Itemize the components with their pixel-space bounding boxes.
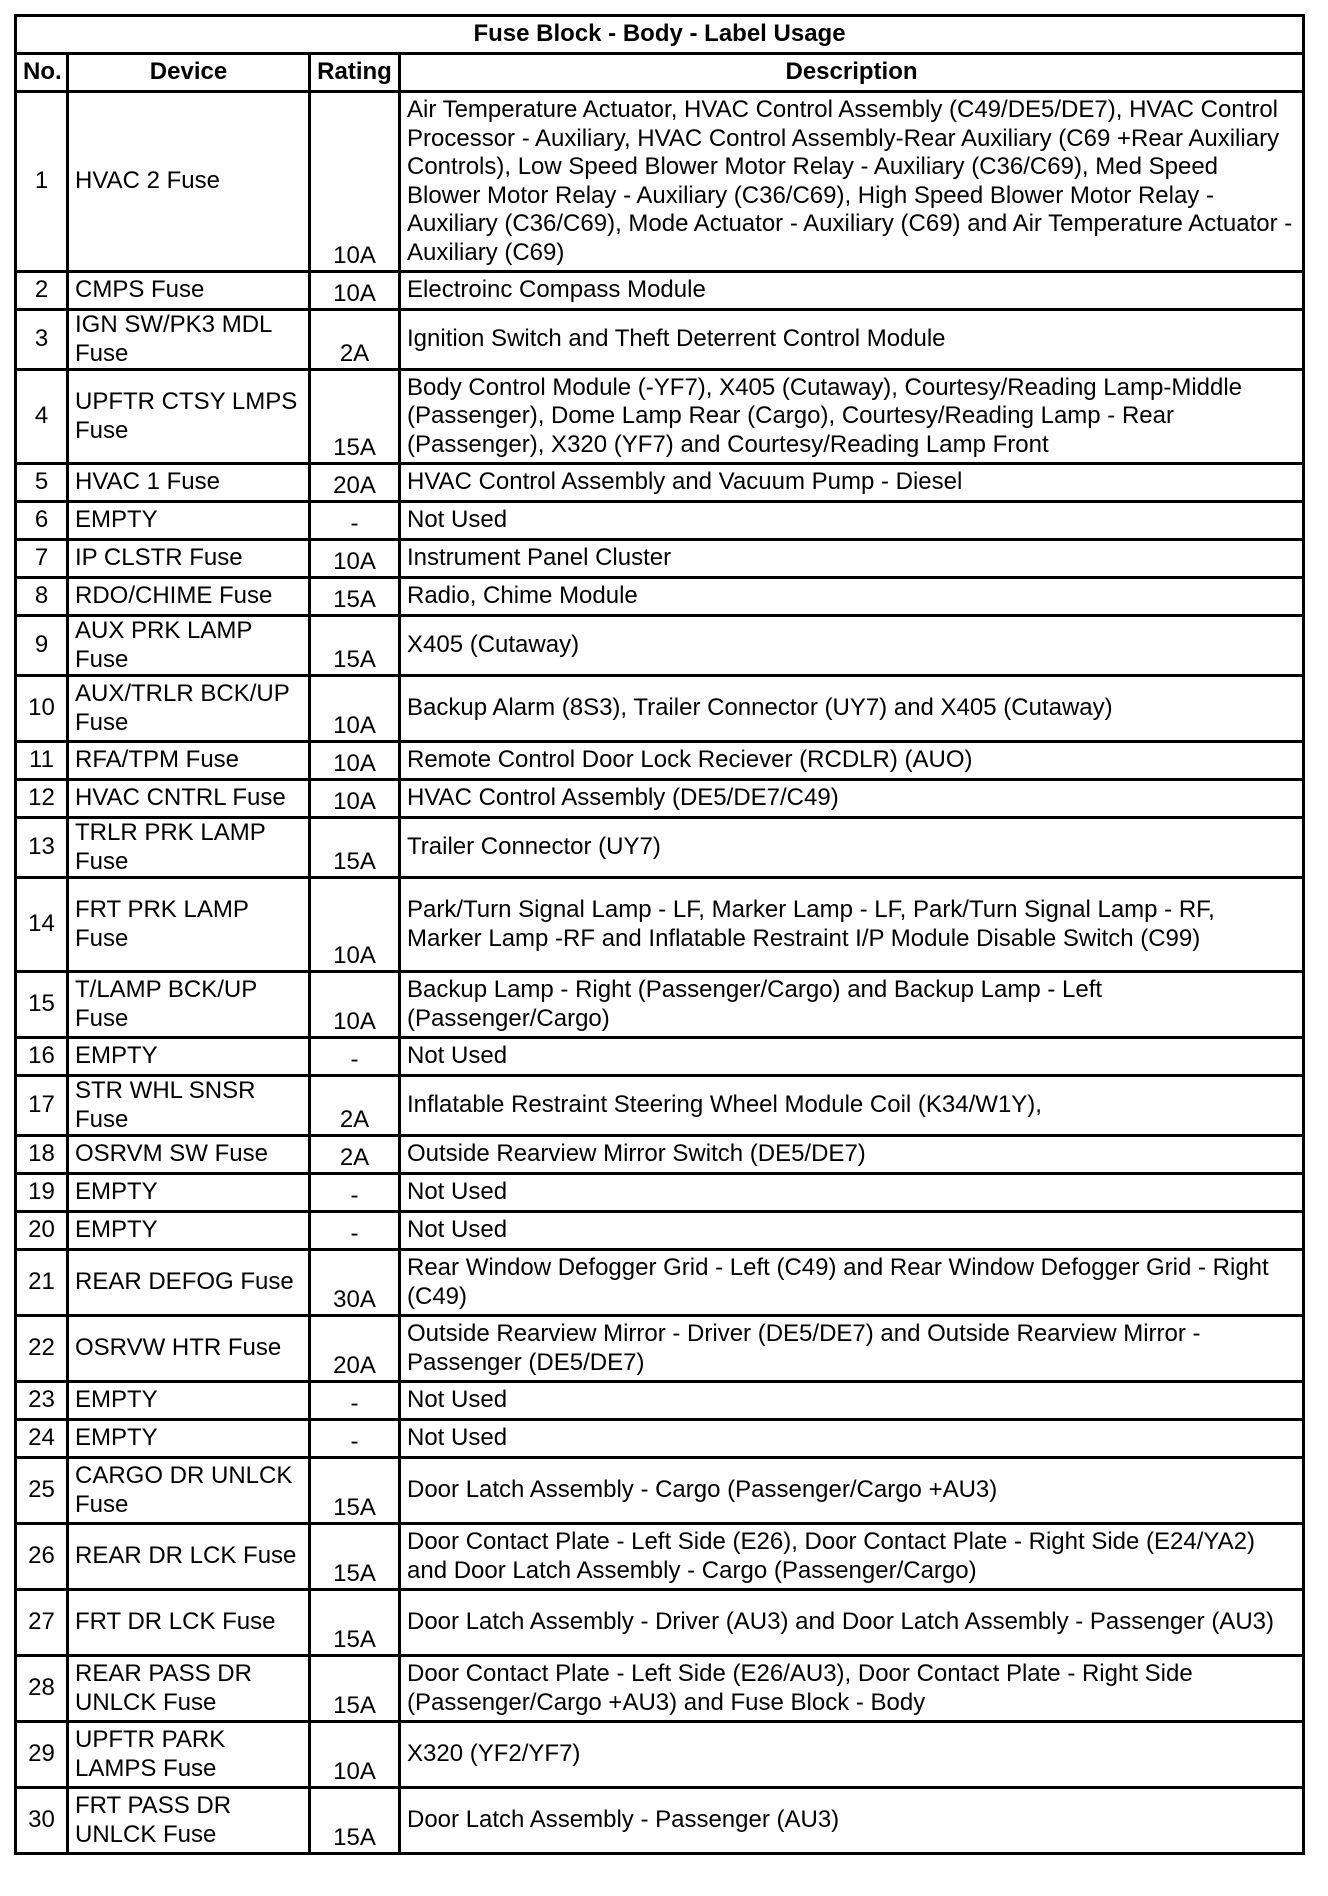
- table-row: [16, 1656, 1304, 1722]
- fuse-description: Door Contact Plate - Left Side (E26), Door Contact Plate - Right Side (E24/YA2) and Door Latch Assembly - Cargo (Passenger/Cargo): [400, 1524, 1304, 1590]
- table-row: [16, 972, 1304, 1038]
- fuse-description: Trailer Connector (UY7): [400, 818, 1304, 878]
- fuse-number: 20: [16, 1212, 68, 1250]
- fuse-description: Remote Control Door Lock Reciever (RCDLR) (AUO): [400, 742, 1304, 780]
- fuse-rating: 2A: [310, 1076, 400, 1136]
- fuse-number: 7: [16, 540, 68, 578]
- fuse-rating: 20A: [310, 464, 400, 502]
- fuse-device: TRLR PRK LAMP Fuse: [68, 818, 310, 878]
- table-row: [16, 540, 1304, 578]
- fuse-rating: 10A: [310, 742, 400, 780]
- fuse-description: Park/Turn Signal Lamp - LF, Marker Lamp - LF, Park/Turn Signal Lamp - RF, Marker Lamp -RF and Inflatable Restraint I/P Module Disable Switch (C99): [400, 878, 1304, 972]
- fuse-description: Not Used: [400, 1420, 1304, 1458]
- fuse-rating: 30A: [310, 1250, 400, 1316]
- fuse-number: 8: [16, 578, 68, 616]
- fuse-rating: 15A: [310, 1656, 400, 1722]
- fuse-number: 12: [16, 780, 68, 818]
- fuse-rating: -: [310, 1038, 400, 1076]
- fuse-device: HVAC CNTRL Fuse: [68, 780, 310, 818]
- column-header-description: Description: [400, 54, 1304, 92]
- fuse-number: 3: [16, 310, 68, 370]
- fuse-number: 28: [16, 1656, 68, 1722]
- fuse-description: Air Temperature Actuator, HVAC Control Assembly (C49/DE5/DE7), HVAC Control Processor - Auxiliary, HVAC Control Assembly-Rear Auxiliary (C69 +Rear Auxiliary Controls), Low Speed Blower Motor Relay - Auxiliary (C36/C69), Med Speed Blower Motor Relay - Auxiliary (C36/C69), High Speed Blower Motor Relay - Auxiliary (C36/C69), Mode Actuator - Auxiliary (C69) and Air Temperature Actuator - Auxiliary (C69): [400, 92, 1304, 272]
- table-row: [16, 1038, 1304, 1076]
- fuse-rating: 15A: [310, 1788, 400, 1854]
- fuse-description: Not Used: [400, 1212, 1304, 1250]
- fuse-rating: -: [310, 1420, 400, 1458]
- fuse-description: HVAC Control Assembly and Vacuum Pump - Diesel: [400, 464, 1304, 502]
- table-row: [16, 742, 1304, 780]
- table-row: [16, 502, 1304, 540]
- table-row: [16, 1524, 1304, 1590]
- fuse-device: FRT PRK LAMP Fuse: [68, 878, 310, 972]
- fuse-device: REAR DR LCK Fuse: [68, 1524, 310, 1590]
- fuse-device: AUX PRK LAMP Fuse: [68, 616, 310, 676]
- table-row: [16, 1590, 1304, 1656]
- fuse-description: X320 (YF2/YF7): [400, 1722, 1304, 1788]
- fuse-number: 30: [16, 1788, 68, 1854]
- fuse-description: Door Latch Assembly - Driver (AU3) and Door Latch Assembly - Passenger (AU3): [400, 1590, 1304, 1656]
- fuse-number: 4: [16, 370, 68, 464]
- fuse-rating: 15A: [310, 1458, 400, 1524]
- table-row: [16, 370, 1304, 464]
- fuse-description: HVAC Control Assembly (DE5/DE7/C49): [400, 780, 1304, 818]
- fuse-device: EMPTY: [68, 1382, 310, 1420]
- fuse-number: 1: [16, 92, 68, 272]
- table-row: [16, 1212, 1304, 1250]
- fuse-rating: -: [310, 1382, 400, 1420]
- fuse-description: Not Used: [400, 502, 1304, 540]
- table-row: [16, 272, 1304, 310]
- fuse-device: AUX/TRLR BCK/UP Fuse: [68, 676, 310, 742]
- table-row: [16, 1788, 1304, 1854]
- fuse-description: Outside Rearview Mirror - Driver (DE5/DE7) and Outside Rearview Mirror - Passenger (DE5/DE7): [400, 1316, 1304, 1382]
- fuse-number: 6: [16, 502, 68, 540]
- fuse-number: 27: [16, 1590, 68, 1656]
- fuse-rating: 15A: [310, 1524, 400, 1590]
- fuse-number: 24: [16, 1420, 68, 1458]
- fuse-number: 5: [16, 464, 68, 502]
- fuse-description: Body Control Module (-YF7), X405 (Cutaway), Courtesy/Reading Lamp-Middle (Passenger), Dome Lamp Rear (Cargo), Courtesy/Reading Lamp - Rear (Passenger), X320 (YF7) and Courtesy/Reading Lamp Front: [400, 370, 1304, 464]
- fuse-device: REAR PASS DR UNLCK Fuse: [68, 1656, 310, 1722]
- fuse-number: 21: [16, 1250, 68, 1316]
- fuse-number: 2: [16, 272, 68, 310]
- fuse-description: Not Used: [400, 1038, 1304, 1076]
- fuse-description: Backup Alarm (8S3), Trailer Connector (UY7) and X405 (Cutaway): [400, 676, 1304, 742]
- fuse-number: 15: [16, 972, 68, 1038]
- fuse-rating: 15A: [310, 578, 400, 616]
- fuse-device: FRT DR LCK Fuse: [68, 1590, 310, 1656]
- table-title-row: [16, 16, 1304, 54]
- fuse-device: REAR DEFOG Fuse: [68, 1250, 310, 1316]
- fuse-number: 19: [16, 1174, 68, 1212]
- table-row: [16, 464, 1304, 502]
- table-title: Fuse Block - Body - Label Usage: [16, 16, 1304, 54]
- fuse-description: Door Contact Plate - Left Side (E26/AU3), Door Contact Plate - Right Side (Passenger/Cargo +AU3) and Fuse Block - Body: [400, 1656, 1304, 1722]
- fuse-device: FRT PASS DR UNLCK Fuse: [68, 1788, 310, 1854]
- column-header-rating: Rating: [310, 54, 400, 92]
- fuse-number: 18: [16, 1136, 68, 1174]
- fuse-number: 23: [16, 1382, 68, 1420]
- fuse-device: STR WHL SNSR Fuse: [68, 1076, 310, 1136]
- fuse-number: 22: [16, 1316, 68, 1382]
- fuse-description: Inflatable Restraint Steering Wheel Module Coil (K34/W1Y),: [400, 1076, 1304, 1136]
- fuse-description: Radio, Chime Module: [400, 578, 1304, 616]
- fuse-device: RFA/TPM Fuse: [68, 742, 310, 780]
- fuse-device: RDO/CHIME Fuse: [68, 578, 310, 616]
- fuse-description: Not Used: [400, 1174, 1304, 1212]
- fuse-device: EMPTY: [68, 502, 310, 540]
- fuse-rating: 10A: [310, 1722, 400, 1788]
- fuse-usage-document: [14, 14, 1302, 1855]
- table-row: [16, 1136, 1304, 1174]
- fuse-rating: -: [310, 1174, 400, 1212]
- fuse-description: Ignition Switch and Theft Deterrent Control Module: [400, 310, 1304, 370]
- fuse-rating: 10A: [310, 878, 400, 972]
- fuse-description: Not Used: [400, 1382, 1304, 1420]
- fuse-rating: 10A: [310, 972, 400, 1038]
- table-row: [16, 780, 1304, 818]
- fuse-rating: 15A: [310, 1590, 400, 1656]
- fuse-rating: 10A: [310, 780, 400, 818]
- fuse-description: Rear Window Defogger Grid - Left (C49) and Rear Window Defogger Grid - Right (C49): [400, 1250, 1304, 1316]
- fuse-description: Door Latch Assembly - Cargo (Passenger/Cargo +AU3): [400, 1458, 1304, 1524]
- column-header-row: [16, 54, 1304, 92]
- table-row: [16, 878, 1304, 972]
- fuse-rating: 15A: [310, 370, 400, 464]
- fuse-description: Outside Rearview Mirror Switch (DE5/DE7): [400, 1136, 1304, 1174]
- fuse-description: Electroinc Compass Module: [400, 272, 1304, 310]
- table-row: [16, 616, 1304, 676]
- fuse-device: T/LAMP BCK/UP Fuse: [68, 972, 310, 1038]
- table-row: [16, 1076, 1304, 1136]
- fuse-description: Instrument Panel Cluster: [400, 540, 1304, 578]
- fuse-device: EMPTY: [68, 1174, 310, 1212]
- fuse-device: EMPTY: [68, 1038, 310, 1076]
- table-row: [16, 1174, 1304, 1212]
- fuse-device: HVAC 1 Fuse: [68, 464, 310, 502]
- fuse-device: CARGO DR UNLCK Fuse: [68, 1458, 310, 1524]
- fuse-rating: 2A: [310, 310, 400, 370]
- fuse-device: HVAC 2 Fuse: [68, 92, 310, 272]
- fuse-device: IGN SW/PK3 MDL Fuse: [68, 310, 310, 370]
- table-row: [16, 1420, 1304, 1458]
- fuse-usage-table: [14, 14, 1305, 1855]
- fuse-rating: 20A: [310, 1316, 400, 1382]
- fuse-device: UPFTR PARK LAMPS Fuse: [68, 1722, 310, 1788]
- fuse-device: UPFTR CTSY LMPS Fuse: [68, 370, 310, 464]
- fuse-rating: 2A: [310, 1136, 400, 1174]
- fuse-number: 11: [16, 742, 68, 780]
- fuse-rating: -: [310, 1212, 400, 1250]
- table-row: [16, 310, 1304, 370]
- table-row: [16, 1382, 1304, 1420]
- table-row: [16, 1722, 1304, 1788]
- table-row: [16, 578, 1304, 616]
- fuse-description: Backup Lamp - Right (Passenger/Cargo) and Backup Lamp - Left (Passenger/Cargo): [400, 972, 1304, 1038]
- fuse-description: X405 (Cutaway): [400, 616, 1304, 676]
- fuse-rating: 10A: [310, 676, 400, 742]
- fuse-number: 17: [16, 1076, 68, 1136]
- fuse-description: Door Latch Assembly - Passenger (AU3): [400, 1788, 1304, 1854]
- fuse-device: EMPTY: [68, 1212, 310, 1250]
- fuse-device: OSRVM SW Fuse: [68, 1136, 310, 1174]
- fuse-device: CMPS Fuse: [68, 272, 310, 310]
- table-row: [16, 92, 1304, 272]
- fuse-rating: 15A: [310, 616, 400, 676]
- table-row: [16, 818, 1304, 878]
- fuse-number: 14: [16, 878, 68, 972]
- fuse-number: 10: [16, 676, 68, 742]
- fuse-device: IP CLSTR Fuse: [68, 540, 310, 578]
- fuse-number: 25: [16, 1458, 68, 1524]
- fuse-number: 13: [16, 818, 68, 878]
- fuse-number: 16: [16, 1038, 68, 1076]
- fuse-device: EMPTY: [68, 1420, 310, 1458]
- fuse-rating: 15A: [310, 818, 400, 878]
- fuse-number: 26: [16, 1524, 68, 1590]
- fuse-number: 9: [16, 616, 68, 676]
- column-header-device: Device: [68, 54, 310, 92]
- table-row: [16, 676, 1304, 742]
- table-row: [16, 1458, 1304, 1524]
- fuse-rating: 10A: [310, 92, 400, 272]
- table-row: [16, 1250, 1304, 1316]
- fuse-rating: 10A: [310, 272, 400, 310]
- fuse-device: OSRVW HTR Fuse: [68, 1316, 310, 1382]
- column-header-no: No.: [16, 54, 68, 92]
- table-row: [16, 1316, 1304, 1382]
- fuse-rating: -: [310, 502, 400, 540]
- fuse-number: 29: [16, 1722, 68, 1788]
- fuse-rating: 10A: [310, 540, 400, 578]
